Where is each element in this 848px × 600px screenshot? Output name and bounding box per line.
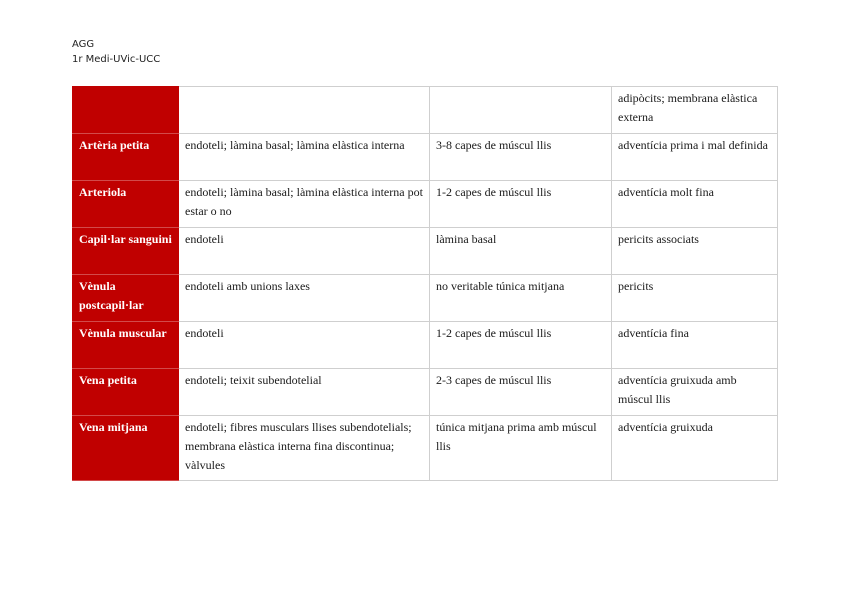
adventitia-cell: pericits associats	[612, 228, 778, 275]
table-row	[73, 134, 778, 181]
adventitia-cell: adventícia molt fina	[612, 181, 778, 228]
table-row	[73, 416, 778, 481]
row-header-cell: Vena mitjana	[73, 416, 179, 481]
author-initials: AGG	[72, 39, 95, 50]
adventitia-cell: adventícia prima i mal definida	[612, 134, 778, 181]
row-header-cell: Vènula muscular	[73, 322, 179, 369]
row-header-cell: Arteriola	[73, 181, 179, 228]
media-cell: 1-2 capes de múscul llis	[430, 322, 612, 369]
intima-cell	[179, 87, 430, 134]
intima-cell: endoteli; làmina basal; làmina elàstica interna pot estar o no	[179, 181, 430, 228]
intima-cell: endoteli	[179, 228, 430, 275]
table-row	[73, 228, 778, 275]
media-cell: túnica mitjana prima amb múscul llis	[430, 416, 612, 481]
blood-vessel-table	[72, 86, 778, 481]
media-cell: làmina basal	[430, 228, 612, 275]
intima-cell: endoteli amb unions laxes	[179, 275, 430, 322]
row-header-cell: Vènula postcapil·lar	[73, 275, 179, 322]
row-header-cell: Artèria petita	[73, 134, 179, 181]
media-cell: no veritable túnica mitjana	[430, 275, 612, 322]
intima-cell: endoteli; fibres musculars llises subendotelials; membrana elàstica interna fina discontinua; vàlvules	[179, 416, 430, 481]
table-row	[73, 181, 778, 228]
adventitia-cell: adventícia gruixuda amb múscul llis	[612, 369, 778, 416]
media-cell	[430, 87, 612, 134]
table-row	[73, 275, 778, 322]
media-cell: 2-3 capes de múscul llis	[430, 369, 612, 416]
row-header-cell: Capil·lar sanguini	[73, 228, 179, 275]
adventitia-cell: adventícia fina	[612, 322, 778, 369]
table-row	[73, 369, 778, 416]
table-row	[73, 322, 778, 369]
row-header-cell: Vena petita	[73, 369, 179, 416]
media-cell: 3-8 capes de múscul llis	[430, 134, 612, 181]
row-header-cell	[73, 87, 179, 134]
intima-cell: endoteli	[179, 322, 430, 369]
adventitia-cell: adipòcits; membrana elàstica externa	[612, 87, 778, 134]
media-cell: 1-2 capes de múscul llis	[430, 181, 612, 228]
adventitia-cell: adventícia gruixuda	[612, 416, 778, 481]
intima-cell: endoteli; teixit subendotelial	[179, 369, 430, 416]
adventitia-cell: pericits	[612, 275, 778, 322]
intima-cell: endoteli; làmina basal; làmina elàstica interna	[179, 134, 430, 181]
table-row	[73, 87, 778, 134]
document-header	[72, 37, 160, 67]
course-label: 1r Medi-UVic-UCC	[72, 54, 161, 65]
